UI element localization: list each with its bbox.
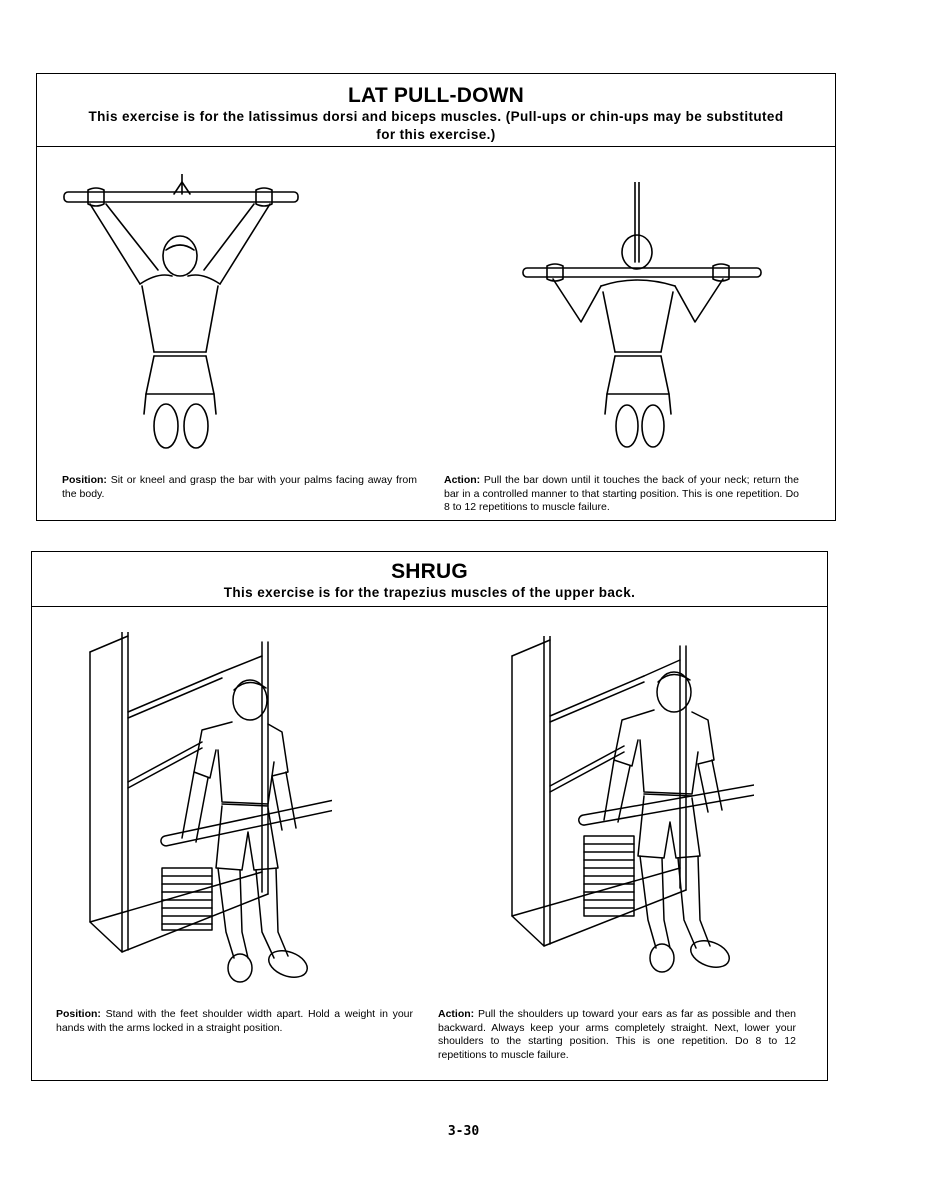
lat-pulldown-title: LAT PULL-DOWN xyxy=(347,84,524,107)
shrug-action-label: Action: xyxy=(438,1008,475,1020)
lat-pulldown-action-caption xyxy=(444,474,799,515)
shrug-action-caption xyxy=(438,1008,796,1062)
lat-pulldown-header xyxy=(37,74,835,147)
shrug-header xyxy=(32,552,827,607)
page-number: 3-30 xyxy=(447,1124,480,1139)
lat-pulldown-start-figure xyxy=(62,174,302,454)
shrug-position-caption xyxy=(56,1008,413,1035)
shrug-position-label: Position: xyxy=(56,1008,101,1020)
lat-pulldown-panel xyxy=(36,73,836,521)
shrug-action-text: Pull the shoulders up toward your ears as far as possible and then backward. Always keep your arms completely straight. Next, lower your shoulders to the starting position. This is one repetition. Do 8 to 12 repetitions to muscle failure. xyxy=(438,1008,796,1061)
lat-pulldown-action-figure xyxy=(517,182,767,452)
lat-pulldown-position-caption xyxy=(62,474,417,501)
lat-action-label: Action: xyxy=(444,474,481,486)
shrug-start-figure xyxy=(82,632,332,992)
shrug-subtitle: This exercise is for the trapezius muscles of the upper back. xyxy=(223,585,636,600)
shrug-panel xyxy=(31,551,828,1081)
lat-action-text: Pull the bar down until it touches the back of your neck; return the bar in a controlled manner to that starting position. This is one repetition. Do 8 to 12 repetitions to muscle failure. xyxy=(444,474,799,513)
shrug-action-figure xyxy=(504,636,754,986)
shrug-position-text: Stand with the feet shoulder width apart. Hold a weight in your hands with the arms locked in a straight position. xyxy=(56,1008,413,1034)
lat-position-label: Position: xyxy=(62,474,107,486)
lat-pulldown-subtitle: This exercise is for the latissimus dorsi and biceps muscles. (Pull-ups or chin-ups may be substituted for this exercise.) xyxy=(88,109,784,142)
lat-position-text: Sit or kneel and grasp the bar with your palms facing away from the body. xyxy=(62,474,417,500)
shrug-title: SHRUG xyxy=(391,560,468,583)
